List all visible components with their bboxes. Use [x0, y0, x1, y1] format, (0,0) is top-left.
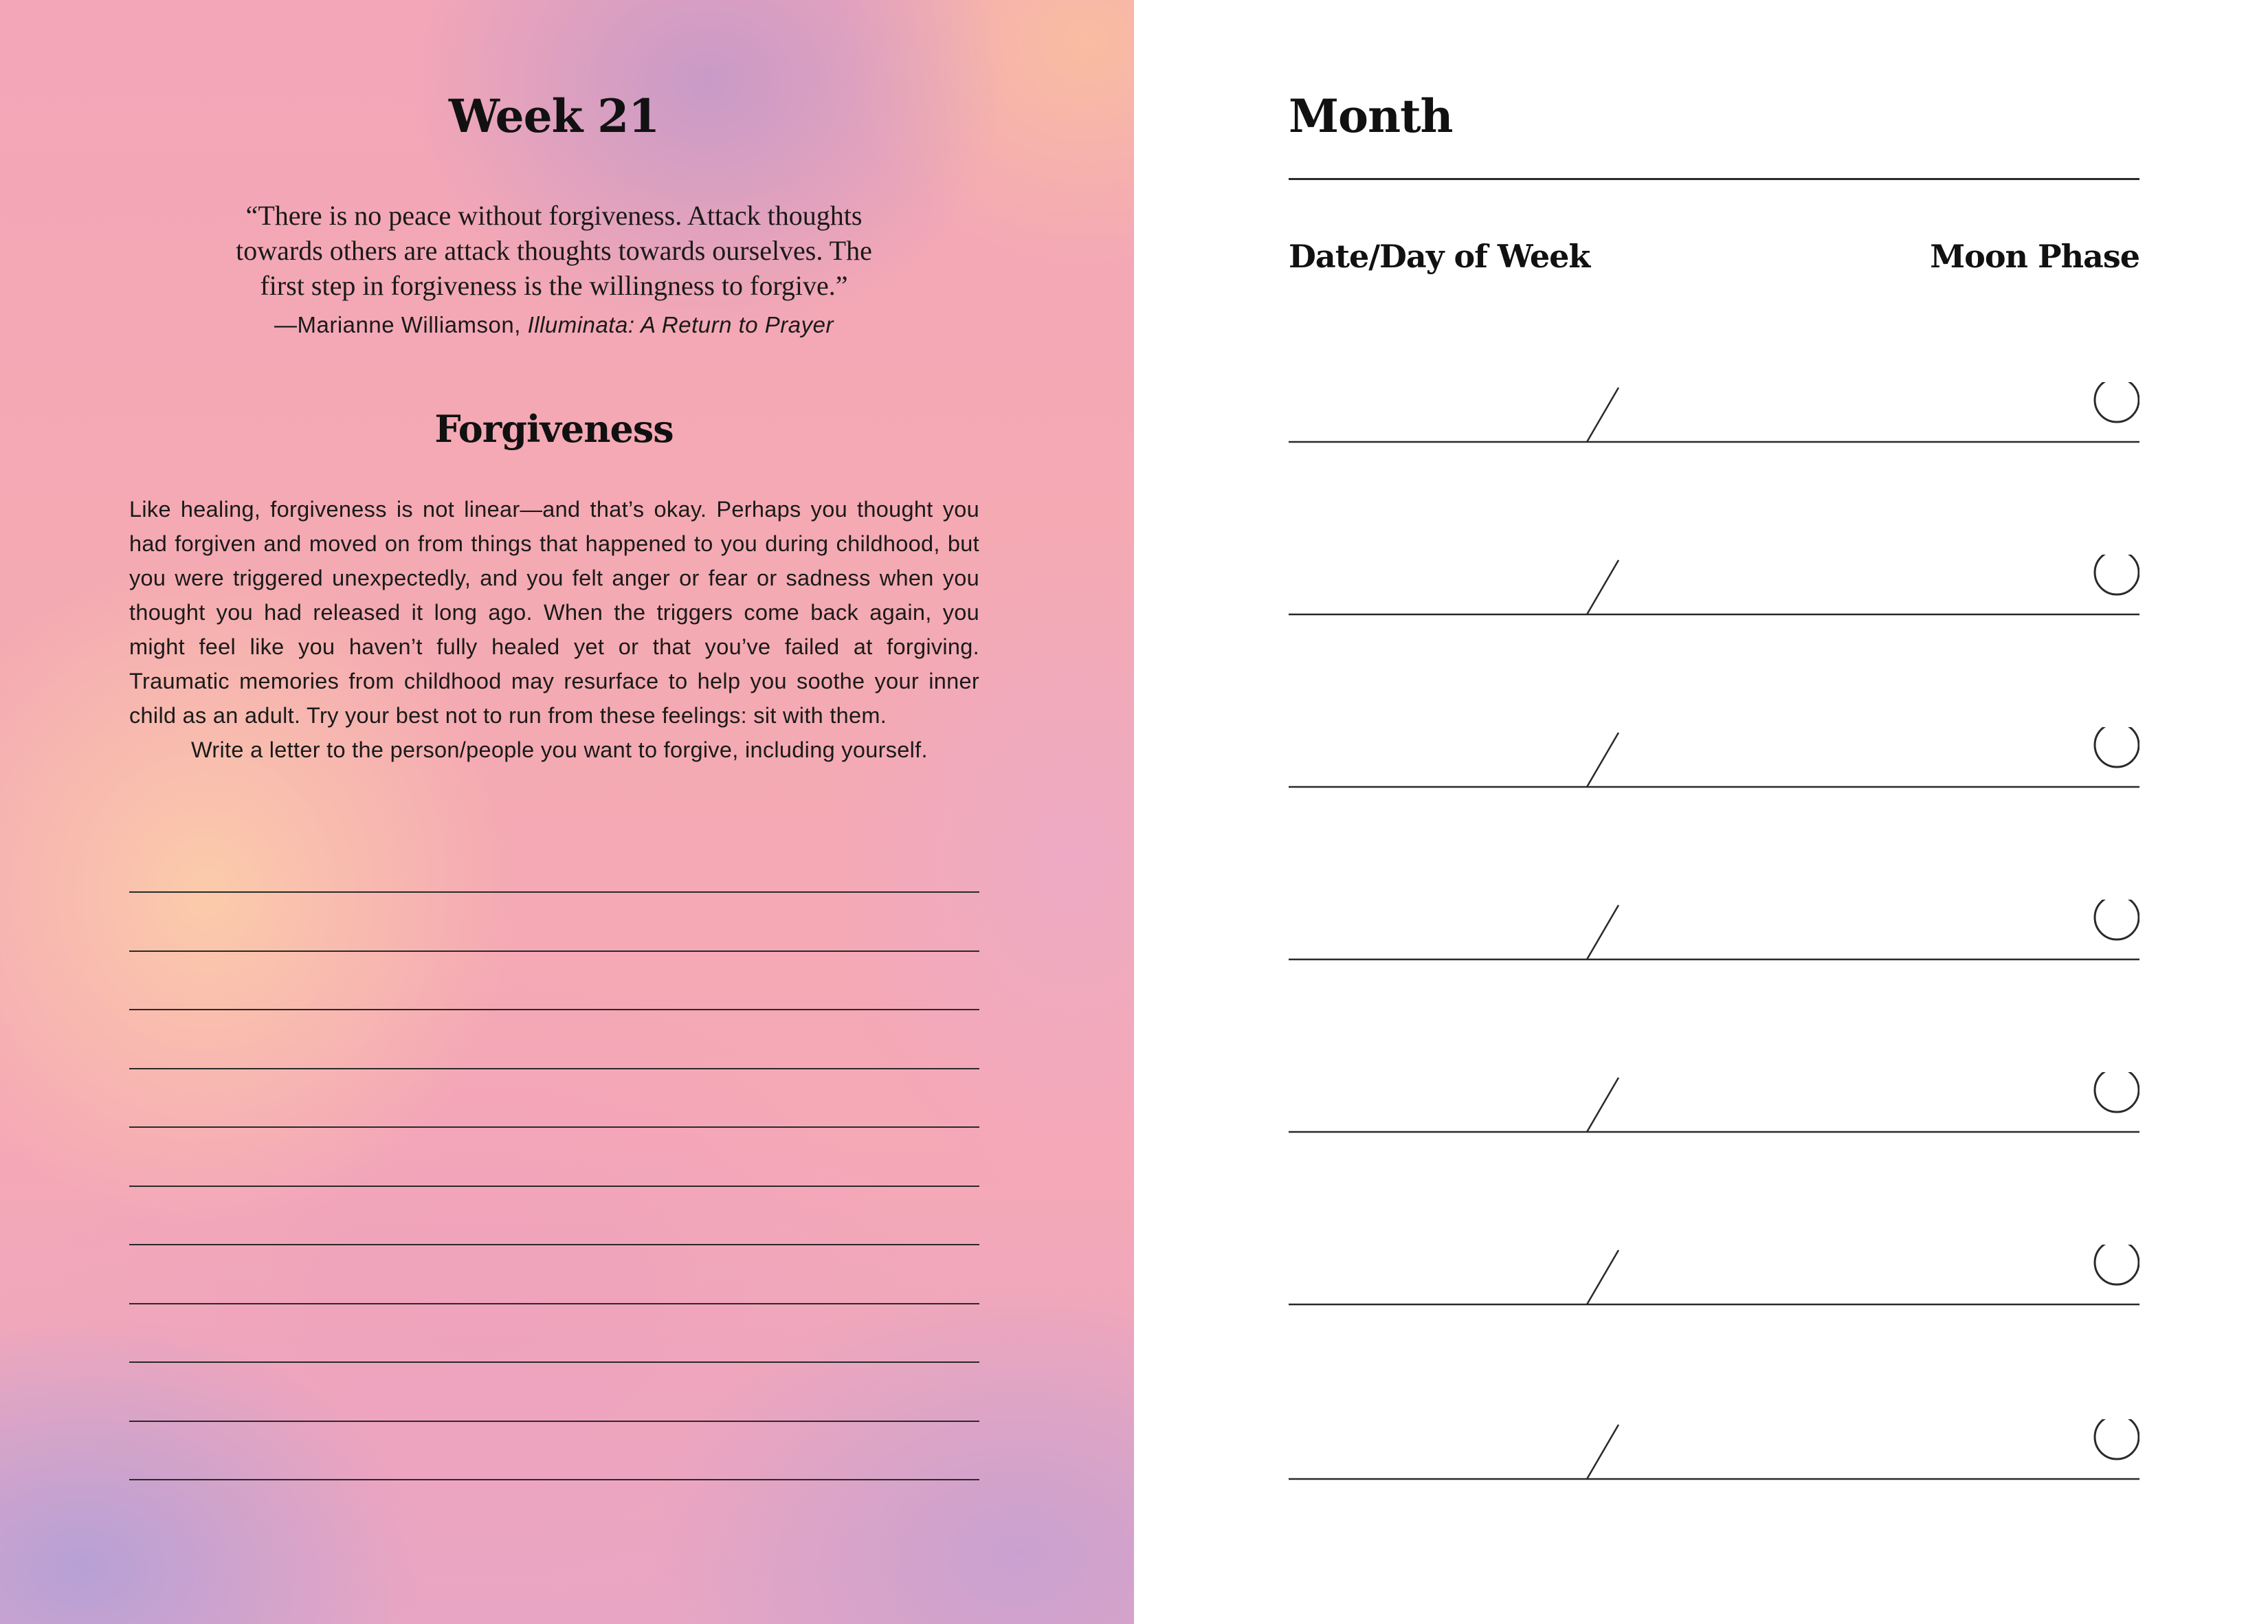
date-slash-icon [1587, 905, 1619, 959]
day-entry-row[interactable] [1289, 727, 2139, 789]
day-entry-graphic [1289, 1245, 2139, 1306]
date-slash-icon [1587, 388, 1619, 442]
writing-line[interactable] [129, 1126, 979, 1128]
quote-line: “There is no peace without forgiveness. Attack thoughts [245, 200, 863, 231]
writing-line[interactable] [129, 950, 979, 952]
date-column-label: Date/Day of Week [1289, 238, 1590, 275]
date-slash-icon [1587, 1425, 1619, 1479]
day-entry-row[interactable] [1289, 1419, 2139, 1481]
moon-phase-circle-icon [2095, 1245, 2139, 1284]
right-page [1134, 0, 2268, 1624]
date-slash-icon [1587, 1250, 1619, 1304]
moon-phase-circle-icon [2095, 555, 2139, 594]
day-entry-row[interactable] [1289, 1072, 2139, 1134]
attribution-work: Illuminata: A Return to Prayer [527, 312, 834, 337]
writing-line[interactable] [129, 1009, 979, 1010]
moon-phase-circle-icon [2095, 1072, 2139, 1112]
day-entry-row[interactable] [1289, 382, 2139, 444]
moon-phase-circle-icon [2095, 1419, 2139, 1459]
moon-phase-circle-icon [2095, 382, 2139, 422]
prompt-paragraph: Write a letter to the person/people you want to forgive, including yourself. [191, 737, 928, 762]
body-text [129, 492, 979, 767]
day-entry-graphic [1289, 555, 2139, 616]
date-slash-icon [1587, 560, 1619, 614]
writing-line[interactable] [129, 1186, 979, 1187]
quote-line: towards others are attack thoughts towards ourselves. The [236, 235, 872, 266]
writing-line[interactable] [129, 1068, 979, 1069]
moon-phase-circle-icon [2095, 727, 2139, 767]
moon-phase-circle-icon [2095, 900, 2139, 939]
date-slash-icon [1587, 733, 1619, 787]
day-entry-graphic [1289, 1072, 2139, 1134]
quote-attribution [0, 312, 1108, 338]
section-title: Forgiveness [434, 407, 674, 451]
writing-line[interactable] [129, 1361, 979, 1363]
day-entry-row[interactable] [1289, 555, 2139, 616]
body-paragraph: Like healing, forgiveness is not linear—and that’s okay. Perhaps you thought you had forgiven and moved on from things that happened to you during childhood, but you were triggered unexpectedly, and you felt anger or fear or sadness when you thought you had released it long ago. When the triggers come back again, you might feel like you haven’t fully healed yet or that you’ve failed at forgiving. Traumatic memories from childhood may resurface to help you soothe your inner child as an adult. Try your best not to run from these feelings: sit with them. [129, 497, 979, 728]
day-entry-graphic [1289, 900, 2139, 961]
week-title: Week 21 [448, 89, 660, 143]
day-entry-row[interactable] [1289, 1245, 2139, 1306]
day-entry-graphic [1289, 1419, 2139, 1481]
quote [206, 198, 902, 303]
quote-line: first step in forgiveness is the willingness to forgive.” [260, 270, 848, 301]
writing-line[interactable] [129, 1244, 979, 1245]
writing-line[interactable] [129, 1479, 979, 1480]
attribution-author: —Marianne Williamson, [274, 312, 528, 337]
month-label: Month [1289, 89, 1453, 143]
day-entry-graphic [1289, 727, 2139, 789]
moon-column-label: Moon Phase [1930, 238, 2139, 275]
date-slash-icon [1587, 1078, 1619, 1132]
day-entry-row[interactable] [1289, 900, 2139, 961]
writing-line[interactable] [129, 1421, 979, 1422]
day-entry-graphic [1289, 382, 2139, 444]
writing-line[interactable] [129, 1303, 979, 1304]
writing-line[interactable] [129, 891, 979, 893]
month-entry-line[interactable] [1289, 178, 2139, 180]
